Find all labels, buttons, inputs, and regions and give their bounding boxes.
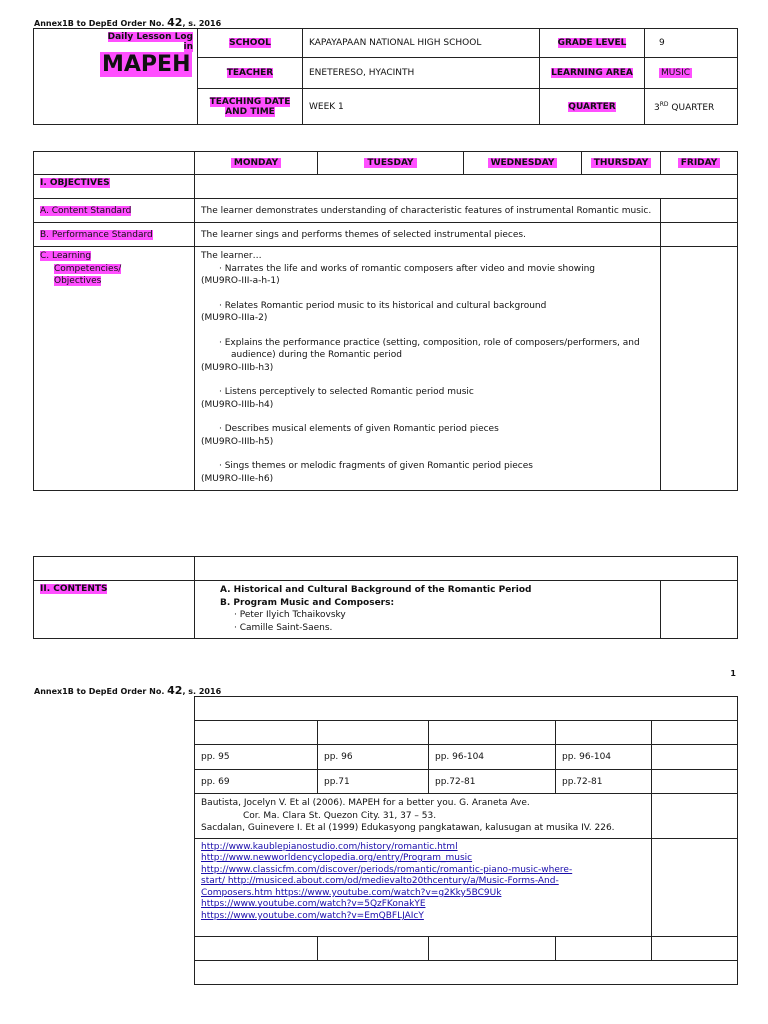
textbook-reference: Sacdalan, Guinevere I. Et al (1999) Edukasyong pangkatawan, kalusugan at musika IV. 226. xyxy=(201,823,615,833)
day-thursday: THURSDAY xyxy=(582,152,661,175)
subject-title: MAPEH xyxy=(102,52,191,77)
resource-link[interactable]: start/ http://musiced.about.com/od/medievalto20thcentury/a/Music-Forms-And- xyxy=(201,876,559,887)
dll-title-cell-bottom xyxy=(34,89,198,125)
online-resources xyxy=(195,838,652,936)
competency-item: · Narrates the life and works of romantic composers after video and movie showing xyxy=(219,263,596,274)
lm-pages-thursday: pp.72-81 xyxy=(556,770,652,794)
objectives-table xyxy=(33,151,738,491)
tg-pages-wednesday: pp. 96-104 xyxy=(429,745,556,770)
contents-table xyxy=(33,556,738,639)
school-label-cell: SCHOOL xyxy=(198,29,303,58)
annex-reference: Annex1B to DepEd Order No. 42, s. 2016 xyxy=(34,16,222,29)
dll-in: in xyxy=(183,42,193,52)
blank-header-cell xyxy=(34,152,195,175)
tg-pages-thursday: pp. 96-104 xyxy=(556,745,652,770)
composer-item: · Peter Ilyich Tchaikovsky xyxy=(234,610,346,620)
objectives-heading-cell xyxy=(34,175,195,199)
contents-heading-cell xyxy=(34,581,195,639)
quarter-label-cell: QUARTER xyxy=(540,89,645,125)
competency-item: · Listens perceptively to selected Romantic period music xyxy=(219,387,474,397)
performance-standard-text: The learner sings and performs themes of selected instrumental pieces. xyxy=(195,223,661,247)
composer-item: · Camille Saint-Saens. xyxy=(234,622,333,633)
textbook-reference: Cor. Ma. Clara St. Quezon City. 31, 37 – 53. xyxy=(243,810,437,821)
resource-link[interactable]: https://www.youtube.com/watch?v=EmQBFLJAIcY xyxy=(201,911,424,922)
header-table xyxy=(33,28,738,125)
annex-reference-2: Annex1B to DepEd Order No. 42, s. 2016 xyxy=(34,684,222,697)
quarter-value: 3RD QUARTER xyxy=(645,89,738,125)
competency-item: · Sings themes or melodic fragments of given Romantic period pieces xyxy=(219,461,533,471)
performance-standard-label-cell: B. Performance Standard xyxy=(34,223,195,247)
objectives-heading: I. OBJECTIVES xyxy=(40,178,110,188)
competencies-text: The learner… · Narrates the life and works of romantic composers after video and movie showing (MU9RO-III-a-h-1) · Relates Romantic period music to its historical and cultural background (MU9RO-IIIa-2) · Explains the performance practice (setting, composition, role of composers/performers, and audience) during the Romantic period (MU9RO-IIIb-h3) · Listens perceptively to selected Romantic period music (MU9RO-IIIb-h4) · Describes musical elements of given Romantic period pieces (MU9RO-IIIb-h5) · Sings themes or melodic fragments of given Romantic period pieces (MU9RO-IIIe-h6) xyxy=(195,247,661,491)
resource-link[interactable]: Composers.htm https://www.youtube.com/watch?v=g2Kky5BC9Uk xyxy=(201,887,502,898)
lm-pages-wednesday: pp.72-81 xyxy=(429,770,556,794)
day-wednesday: WEDNESDAY xyxy=(464,152,582,175)
competencies-label-cell: C. Learning Competencies/ Objectives xyxy=(34,247,195,491)
content-standard-text: The learner demonstrates understanding of characteristic features of instrumental Romantic music. xyxy=(195,199,661,223)
resources-table xyxy=(194,696,738,985)
textbook-references xyxy=(195,794,652,839)
date-value: WEEK 1 xyxy=(303,89,540,125)
day-tuesday: TUESDAY xyxy=(318,152,464,175)
resource-link[interactable]: http://www.newworldencyclopedia.org/entry/Program_music xyxy=(201,853,473,864)
competency-item: · Relates Romantic period music to its historical and cultural background xyxy=(219,300,547,311)
area-label-cell: LEARNING AREA xyxy=(540,58,645,89)
day-monday: MONDAY xyxy=(195,152,318,175)
textbook-reference: Bautista, Jocelyn V. Et al (2006). MAPEH for a better you. G. Araneta Ave. xyxy=(201,798,530,808)
contents-heading: II. CONTENTS xyxy=(40,584,108,594)
competency-item: · Explains the performance practice (setting, composition, role of composers/performers, and xyxy=(219,337,640,348)
grade-value: 9 xyxy=(645,29,738,58)
teacher-value: ENETERESO, HYACINTH xyxy=(303,58,540,89)
tg-pages-tuesday: pp. 96 xyxy=(318,745,429,770)
tg-pages-monday: pp. 95 xyxy=(195,745,318,770)
teacher-label-cell: TEACHER xyxy=(198,58,303,89)
resource-link[interactable]: https://www.youtube.com/watch?v=5QzFKonakYE xyxy=(201,899,426,910)
dll-title-cell xyxy=(34,29,198,89)
grade-label-cell: GRADE LEVEL xyxy=(540,29,645,58)
contents-text: A. Historical and Cultural Background of the Romantic Period B. Program Music and Composers: · Peter Ilyich Tchaikovsky · Camille Saint-Saens. xyxy=(195,581,661,639)
date-label-cell: TEACHING DATE AND TIME xyxy=(198,89,303,125)
competency-item: · Describes musical elements of given Romantic period pieces xyxy=(219,424,499,434)
resource-link[interactable]: http://www.kaublepianostudio.com/history/romantic.html xyxy=(201,841,458,852)
lm-pages-tuesday: pp.71 xyxy=(318,770,429,794)
dll-title: Daily Lesson Log xyxy=(107,32,193,42)
resource-link[interactable]: http://www.classicfm.com/discover/periods/romantic/romantic-piano-music-where- xyxy=(201,864,573,875)
area-value-cell: MUSIC xyxy=(645,58,738,89)
content-standard-label-cell: A. Content Standard xyxy=(34,199,195,223)
school-value: KAPAYAPAAN NATIONAL HIGH SCHOOL xyxy=(303,29,540,58)
day-friday: FRIDAY xyxy=(661,152,738,175)
lm-pages-monday: pp. 69 xyxy=(195,770,318,794)
page-number: 1 xyxy=(730,669,736,678)
